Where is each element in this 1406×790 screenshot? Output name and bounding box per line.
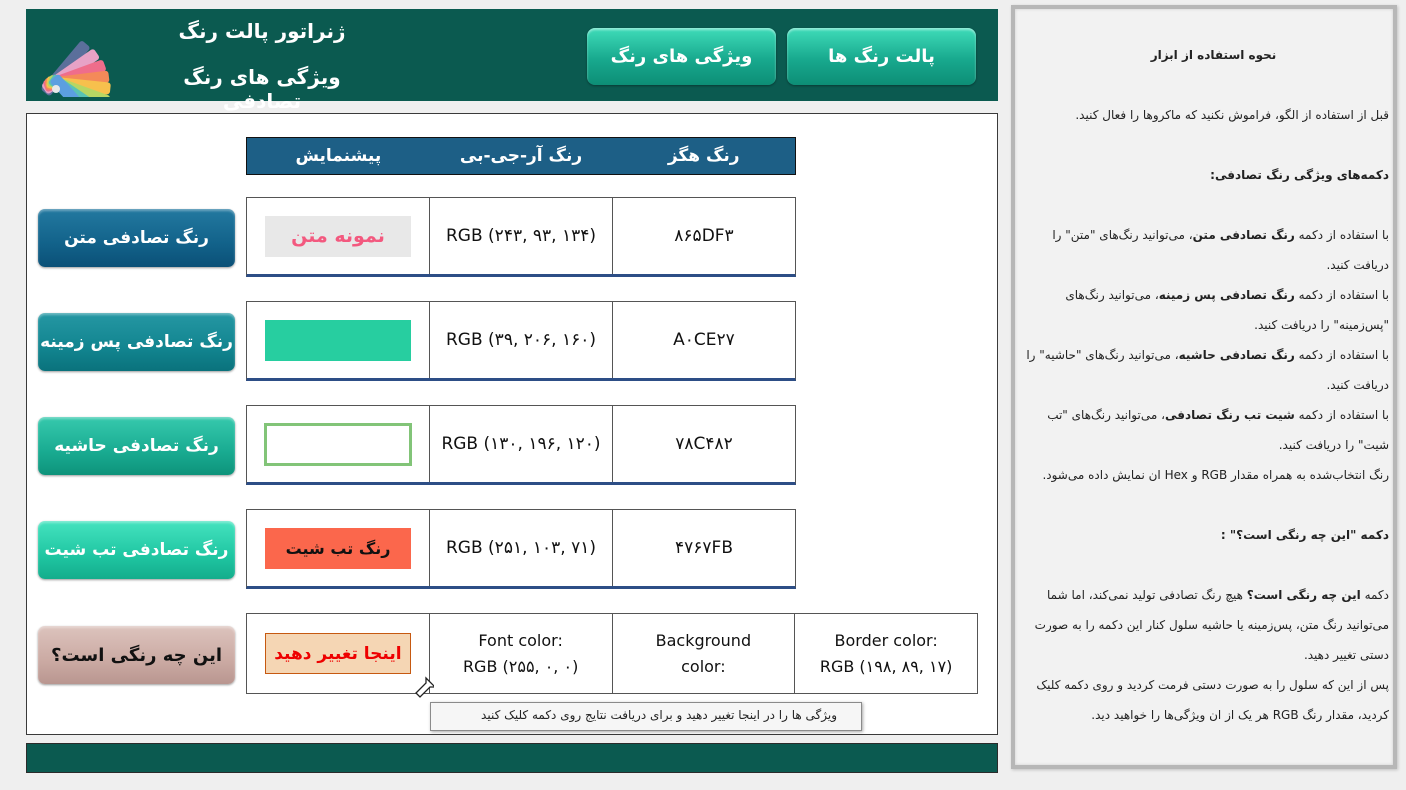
what-color-button[interactable]: این چه رنگی است؟ <box>38 626 235 684</box>
instruction-line-3: با استفاده از دکمه رنگ تصادفی حاشیه، می‌توانید رنگ‌های "حاشیه" را دریافت کنید. <box>1026 348 1389 392</box>
random-tab-color-button[interactable]: رنگ تصادفی تب شیت <box>38 521 235 579</box>
rgb-value: RGB (۲۵۱, ۱۰۳, ۷۱) <box>429 510 612 586</box>
instructions-title: نحوه استفاده از ابزار <box>1150 48 1277 62</box>
preview-cell[interactable] <box>247 406 429 482</box>
background-color-label: Background <box>655 630 752 650</box>
instruction-heading-random: دکمه‌های ویژگی رنگ تصادفی: <box>1210 168 1389 182</box>
tooltip-comment: ویژگی ها را در اینجا تغییر دهید و برای دریافت نتایج روی دکمه کلیک کنید <box>430 702 862 731</box>
instruction-line-4: با استفاده از دکمه شیت تب رنگ تصادفی، می‌توانید رنگ‌های "تب شیت" را دریافت کنید. <box>1047 408 1389 452</box>
border-color-result <box>794 614 977 693</box>
instruction-line-5: رنگ انتخاب‌شده به همراه مقدار RGB و Hex ان نمایش داده می‌شود. <box>1042 468 1389 482</box>
color-palette-logo-icon <box>38 17 122 97</box>
hex-value: ۴۷۶۷FB <box>612 510 795 586</box>
border-color-preview <box>264 423 412 466</box>
table-row <box>246 197 796 277</box>
rgb-value: RGB (۲۴۳, ۹۳, ۱۳۴) <box>429 198 612 274</box>
background-color-preview <box>265 320 411 361</box>
preview-cell[interactable] <box>247 302 429 378</box>
table-row <box>246 301 796 381</box>
text-color-preview: نمونه متن <box>265 216 411 257</box>
table-row <box>246 405 796 485</box>
preview-cell[interactable] <box>247 198 429 274</box>
hex-value: ۸۶۵DF۳ <box>612 198 795 274</box>
hex-value: A۰CE۲۷ <box>612 302 795 378</box>
instruction-p1: قبل از استفاده از الگو، فراموش نکنید که ماکروها را فعال کنید. <box>1075 108 1389 122</box>
col-hex-header: رنگ هگز <box>667 146 740 166</box>
instruction-line-1: با استفاده از دکمه رنگ تصادفی متن، می‌توانید رنگ‌های "متن" را دریافت کنید. <box>1052 228 1389 272</box>
font-color-result <box>429 614 612 693</box>
header-bar <box>26 9 998 113</box>
border-color-value: RGB (۱۹۸, ۸۹, ۱۷) <box>819 656 953 676</box>
instruction-what-color-2: پس از این که سلول را به صورت دستی فرمت کردید و روی دکمه کلیک کردید، مقدار رنگ RGB هر یک از ان ویژگی‌ها را خواهید دید. <box>1036 678 1389 722</box>
random-border-color-button[interactable]: رنگ تصادفی حاشیه <box>38 417 235 475</box>
color-properties-button[interactable]: ویژگی های رنگ <box>587 28 776 85</box>
table-row <box>246 509 796 589</box>
footer-bar <box>26 743 998 773</box>
rgb-value: RGB (۳۹, ۲۰۶, ۱۶۰) <box>429 302 612 378</box>
what-color-row <box>246 613 978 694</box>
app-subtitle: ویژگی های رنگ تصادفی <box>183 65 341 113</box>
font-color-label: Font color: <box>478 630 563 650</box>
instruction-what-color-1: دکمه این چه رنگی است؟ هیچ رنگ تصادفی تولید نمی‌کند، اما شما می‌توانید رنگ متن، پس‌زمینه یا حاشیه سلول کنار این دکمه را به صورت دستی تغییر دهید. <box>1034 588 1389 662</box>
hex-value: ۷۸C۴۸۲ <box>612 406 795 482</box>
instruction-heading-what-color: دکمه "این چه رنگی است؟" : <box>1220 528 1389 542</box>
background-color-label-2: color: <box>681 656 726 676</box>
col-preview-header: پیشنمایش <box>295 146 382 166</box>
change-here-cell[interactable]: اینجا تغییر دهید <box>265 633 411 674</box>
background-color-result <box>612 614 795 693</box>
app-title: ژنراتور پالت رنگ <box>178 19 346 43</box>
instructions-text <box>1018 40 1389 730</box>
instruction-line-2: با استفاده از دکمه رنگ تصادفی پس زمینه، می‌توانید رنگ‌های "پس‌زمینه" را دریافت کنید. <box>1065 288 1389 332</box>
border-color-label: Border color: <box>834 630 938 650</box>
editable-preview-cell[interactable] <box>247 614 429 693</box>
col-rgb-header: رنگ آر-جی-بی <box>459 146 583 166</box>
table-header <box>246 137 796 175</box>
preview-cell[interactable] <box>247 510 429 586</box>
tab-color-preview: رنگ تب شیت <box>265 528 411 569</box>
random-text-color-button[interactable]: رنگ تصادفی متن <box>38 209 235 267</box>
rgb-value: RGB (۱۳۰, ۱۹۶, ۱۲۰) <box>429 406 612 482</box>
random-background-color-button[interactable]: رنگ تصادفی پس زمینه <box>38 313 235 371</box>
font-color-value: RGB (۲۵۵, ۰, ۰) <box>462 656 579 676</box>
palette-button[interactable]: پالت رنگ ها <box>787 28 976 85</box>
